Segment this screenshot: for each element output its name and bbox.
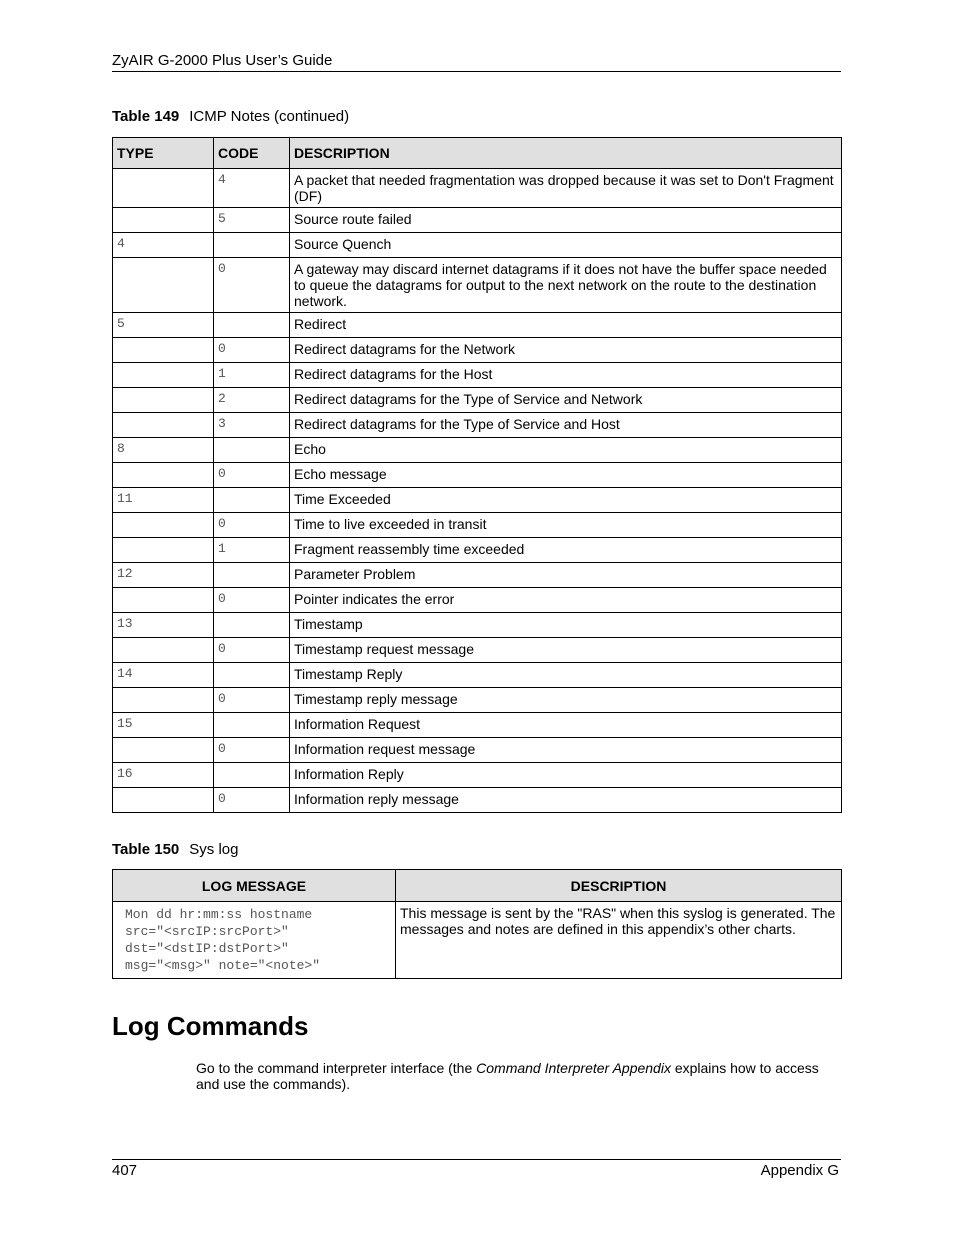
code-cell: 1: [214, 538, 290, 563]
syslog-table: [112, 869, 842, 979]
section-heading: Log Commands: [112, 1011, 309, 1041]
description-cell: Echo: [290, 438, 842, 463]
description-cell: Redirect datagrams for the Type of Service and Host: [290, 413, 842, 438]
table-header-row: [113, 138, 842, 169]
description-cell: This message is sent by the "RAS" when this syslog is generated. The messages and notes are defined in this appendix’s other charts.: [396, 902, 842, 979]
type-cell: [113, 538, 214, 563]
description-cell: Timestamp: [290, 613, 842, 638]
code-cell: 0: [214, 588, 290, 613]
type-cell: [113, 688, 214, 713]
table-row: [113, 413, 842, 438]
type-cell: [113, 363, 214, 388]
log-message-line: Mon dd hr:mm:ss hostname: [125, 907, 313, 922]
table-row: [113, 588, 842, 613]
footer-divider: [112, 1159, 841, 1160]
table-row: [113, 338, 842, 363]
table-row: [113, 488, 842, 513]
table-150-caption: [112, 841, 238, 858]
table-row: [113, 902, 842, 979]
log-message-cell: [113, 902, 396, 979]
description-cell: Fragment reassembly time exceeded: [290, 538, 842, 563]
description-cell: Redirect datagrams for the Network: [290, 338, 842, 363]
column-header-log-message: LOG MESSAGE: [113, 870, 396, 902]
header-divider: [112, 71, 841, 72]
description-cell: Parameter Problem: [290, 563, 842, 588]
type-cell: [113, 638, 214, 663]
description-cell: Time to live exceeded in transit: [290, 513, 842, 538]
table-149-caption: [112, 108, 349, 125]
description-cell: Source route failed: [290, 208, 842, 233]
type-cell: 12: [113, 563, 214, 588]
type-cell: 14: [113, 663, 214, 688]
table-row: [113, 563, 842, 588]
code-cell: [214, 233, 290, 258]
type-cell: [113, 513, 214, 538]
description-cell: Echo message: [290, 463, 842, 488]
footer-section: Appendix G: [760, 1162, 839, 1179]
body-paragraph: [196, 1060, 836, 1092]
code-cell: [214, 488, 290, 513]
code-cell: [214, 713, 290, 738]
type-cell: 11: [113, 488, 214, 513]
description-cell: Redirect: [290, 313, 842, 338]
code-cell: 0: [214, 788, 290, 813]
log-message-line: dst="<dstIP:dstPort>": [125, 941, 289, 956]
description-cell: Redirect datagrams for the Type of Service and Network: [290, 388, 842, 413]
table-row: [113, 713, 842, 738]
type-cell: [113, 788, 214, 813]
description-cell: Timestamp reply message: [290, 688, 842, 713]
description-cell: Information reply message: [290, 788, 842, 813]
type-cell: [113, 169, 214, 208]
type-cell: [113, 738, 214, 763]
table-row: [113, 258, 842, 313]
table-row: [113, 663, 842, 688]
description-cell: Information request message: [290, 738, 842, 763]
table-row: [113, 463, 842, 488]
description-cell: A gateway may discard internet datagrams if it does not have the buffer space needed to queue the datagrams for output to the next network on the route to the destination network.: [290, 258, 842, 313]
table-row: [113, 613, 842, 638]
type-cell: 8: [113, 438, 214, 463]
column-header-description: DESCRIPTION: [396, 870, 842, 902]
code-cell: 1: [214, 363, 290, 388]
code-cell: 0: [214, 513, 290, 538]
description-cell: Timestamp request message: [290, 638, 842, 663]
table-row: [113, 638, 842, 663]
column-header-type: TYPE: [113, 138, 214, 169]
table-row: [113, 538, 842, 563]
table-row: [113, 233, 842, 258]
type-cell: [113, 463, 214, 488]
table-150-title: Sys log: [189, 841, 239, 858]
code-cell: [214, 563, 290, 588]
code-cell: 2: [214, 388, 290, 413]
table-row: [113, 208, 842, 233]
table-149-label: Table 149: [112, 108, 180, 125]
table-150-label: Table 150: [112, 841, 180, 858]
type-cell: [113, 338, 214, 363]
table-row: [113, 763, 842, 788]
table-row: [113, 788, 842, 813]
para-text: Go to the command interpreter interface (the: [196, 1060, 477, 1076]
code-cell: [214, 313, 290, 338]
code-cell: 0: [214, 638, 290, 663]
type-cell: 5: [113, 313, 214, 338]
type-cell: 4: [113, 233, 214, 258]
description-cell: Timestamp Reply: [290, 663, 842, 688]
description-cell: Redirect datagrams for the Host: [290, 363, 842, 388]
code-cell: 0: [214, 258, 290, 313]
code-cell: [214, 663, 290, 688]
table-row: [113, 169, 842, 208]
table-row: [113, 313, 842, 338]
description-cell: Information Reply: [290, 763, 842, 788]
type-cell: [113, 208, 214, 233]
para-text: explains how to access and use the commands).: [196, 1060, 819, 1092]
type-cell: 13: [113, 613, 214, 638]
running-header: ZyAIR G-2000 Plus User’s Guide: [112, 52, 333, 69]
table-row: [113, 738, 842, 763]
table-row: [113, 363, 842, 388]
column-header-code: CODE: [214, 138, 290, 169]
type-cell: 16: [113, 763, 214, 788]
icmp-notes-table: [112, 137, 842, 813]
page-number: 407: [112, 1162, 138, 1179]
table-row: [113, 388, 842, 413]
code-cell: 3: [214, 413, 290, 438]
code-cell: 0: [214, 463, 290, 488]
code-cell: [214, 613, 290, 638]
type-cell: [113, 388, 214, 413]
type-cell: [113, 588, 214, 613]
code-cell: 0: [214, 738, 290, 763]
description-cell: A packet that needed fragmentation was dropped because it was set to Don't Fragment (DF): [290, 169, 842, 208]
table-row: [113, 438, 842, 463]
code-cell: 4: [214, 169, 290, 208]
column-header-description: DESCRIPTION: [290, 138, 842, 169]
table-row: [113, 688, 842, 713]
code-cell: 0: [214, 688, 290, 713]
description-cell: Information Request: [290, 713, 842, 738]
type-cell: [113, 413, 214, 438]
code-cell: 0: [214, 338, 290, 363]
log-message-line: msg="<msg>" note="<note>": [125, 958, 321, 973]
table-row: [113, 513, 842, 538]
description-cell: Pointer indicates the error: [290, 588, 842, 613]
type-cell: 15: [113, 713, 214, 738]
code-cell: [214, 763, 290, 788]
code-cell: 5: [214, 208, 290, 233]
table-header-row: [113, 870, 842, 902]
code-cell: [214, 438, 290, 463]
table-149-title: ICMP Notes (continued): [189, 108, 350, 125]
para-italic-reference: Command Interpreter Appendix: [476, 1060, 671, 1076]
description-cell: Time Exceeded: [290, 488, 842, 513]
type-cell: [113, 258, 214, 313]
description-cell: Source Quench: [290, 233, 842, 258]
log-message-line: src="<srcIP:srcPort>": [125, 924, 289, 939]
